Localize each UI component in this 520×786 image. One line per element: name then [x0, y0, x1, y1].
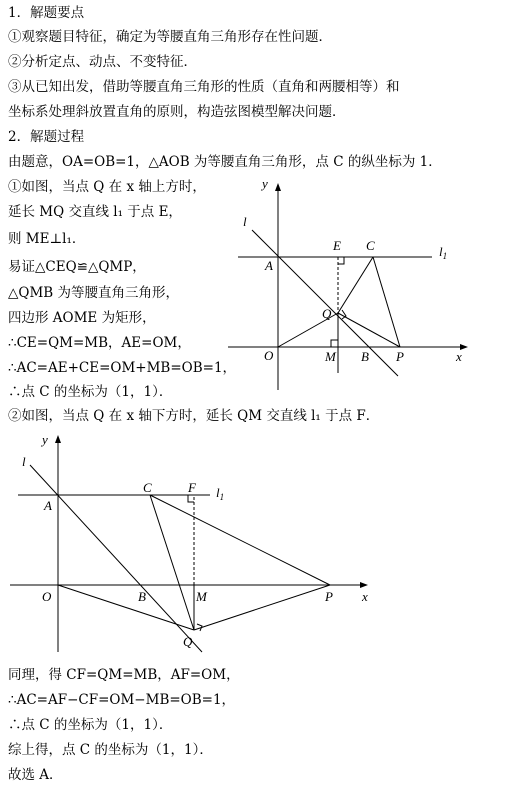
fig2-label-x: x: [362, 589, 368, 604]
fig2-segment-QP: [194, 585, 330, 630]
fig1-segment-QP: [338, 313, 400, 347]
case1-intro: ①如图，当点 Q 在 x 轴上方时，: [8, 179, 206, 195]
fig1-label-M: M: [325, 349, 336, 364]
point-3-cont: 坐标系处理斜放置直角的原则，构造弦图模型解决问题．: [8, 104, 346, 120]
fig1-label-C: C: [366, 238, 375, 253]
fig2-label-F: F: [188, 480, 196, 495]
fig1-right-angle-Q: [342, 310, 346, 319]
fig1-label-l: l: [243, 214, 247, 229]
case2-conclusion: ∴点 C 的坐标为（1，1）．: [8, 717, 173, 733]
fig2-segment-CQ: [150, 495, 194, 630]
fig1-label-B: B: [361, 349, 369, 364]
given-statement: 由题意，OA=OB=1，△AOB 为等腰直角三角形，点 C 的纵坐标为 1．: [8, 154, 442, 170]
fig1-label-O: O: [264, 348, 274, 363]
figure-2-diagram: [0, 430, 380, 655]
fig2-label-C: C: [143, 480, 152, 495]
point-1: ①观察题目特征，确定为等腰直角三角形存在性问题．: [8, 29, 332, 45]
fig2-segment-OQ: [58, 585, 194, 630]
fig2-y-arrow-icon: [55, 435, 61, 443]
fig2-segment-CP: [150, 495, 330, 585]
fig1-label-P: P: [396, 349, 404, 364]
fig1-right-angle-E: [338, 257, 344, 264]
fig2-right-angle-F: [188, 495, 194, 502]
fig2-label-O: O: [42, 589, 52, 604]
fig2-label-y: y: [42, 432, 48, 447]
section-title-process: 2．解题过程: [8, 129, 85, 145]
final-conclusion: 综上得，点 C 的坐标为（1，1）．: [8, 742, 213, 758]
fig2-label-P: P: [325, 589, 333, 604]
fig1-segment-CP: [373, 257, 400, 347]
case1-step3: 易证△CEQ≌△QMP，: [8, 259, 146, 275]
fig1-label-l1: $l_1$: [439, 244, 448, 261]
case1-step2: 则 ME⊥l₁．: [8, 231, 86, 247]
fig2-label-M: M: [196, 589, 207, 604]
case1-step5: 四边形 AOME 为矩形，: [8, 310, 156, 326]
fig1-label-x: x: [456, 349, 462, 364]
fig1-label-E: E: [333, 238, 341, 253]
figure-1-diagram: [220, 178, 480, 393]
fig1-y-arrow-icon: [275, 183, 281, 191]
case2-step2: ∴AC=AF−CF=OM−MB=OB=1，: [8, 692, 236, 708]
point-3: ③从已知出发，借助等腰直角三角形的性质（直角和两腰相等）和: [8, 79, 400, 95]
case1-step4: △QMB 为等腰直角三角形，: [8, 285, 179, 301]
case2-step1: 同理，得 CF=QM=MB，AF=OM，: [8, 667, 240, 683]
point-2: ②分析定点、动点、不变特征．: [8, 54, 197, 70]
case1-step6: ∴CE=QM=MB，AE=OM，: [8, 335, 191, 351]
fig1-label-y: y: [262, 176, 268, 191]
case1-step1: 延长 MQ 交直线 l₁ 于点 E，: [8, 204, 182, 220]
answer: 故选 A．: [8, 767, 63, 783]
fig1-segment-CQ: [338, 257, 373, 313]
fig1-label-Q: Q: [322, 306, 332, 321]
case1-conclusion: ∴点 C 的坐标为（1，1）．: [8, 384, 173, 400]
fig2-right-angle-Q: [197, 624, 202, 631]
section-title-key-points: 1．解题要点: [8, 5, 85, 21]
fig2-label-l: l: [22, 454, 26, 469]
case1-step7: ∴AC=AE+CE=OM+MB=OB=1，: [8, 360, 237, 376]
fig2-label-l1: $l_1$: [216, 485, 225, 502]
case2-intro: ②如图，当点 Q 在 x 轴下方时，延长 QM 交直线 l₁ 于点 F．: [8, 408, 380, 424]
fig1-right-angle-M: [331, 340, 338, 347]
fig2-label-Q: Q: [183, 634, 193, 649]
fig2-label-A: A: [44, 498, 52, 513]
fig1-label-A: A: [265, 258, 273, 273]
fig2-label-B: B: [138, 589, 146, 604]
fig2-x-arrow-icon: [360, 582, 368, 588]
